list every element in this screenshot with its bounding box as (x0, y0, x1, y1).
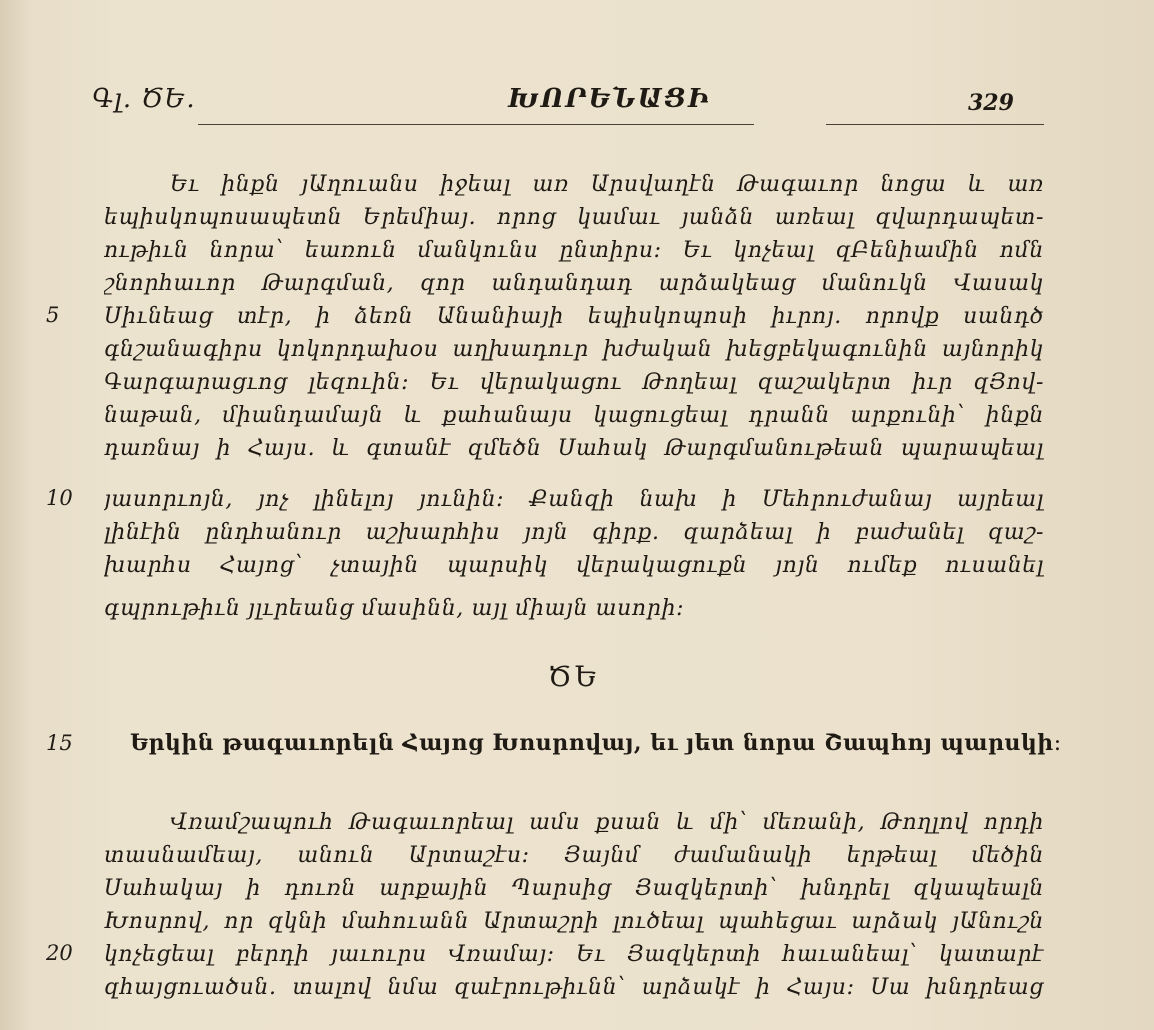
text-line: Վռամշապուհ Թագաւորեալ ամս քսան և մի՝ մեռանի, Թողլով որդի (170, 810, 1044, 835)
chapter-reference: Գլ. ԾԵ. (92, 84, 196, 114)
page-number: 329 (968, 90, 1014, 116)
section-heading: ԾԵ (548, 660, 601, 693)
text-line: Խոսրով, որ զկնի մահուանն Արտաշրի լուծեալ պահեցաւ արձակ յԱնուշն (104, 909, 1044, 934)
text-line: գնշանագիրս կոկորդախօս աղխադուր խժական խեցբեկագունին այնորիկ (104, 337, 1044, 362)
text-line: Գարգարացւոց լեզուին։ Եւ վերակացու Թողեալ զաշակերտ իւր զՅով- (104, 370, 1044, 395)
text-line: տասնամեայ, անուն Արտաշէս։ Յայնմ ժամանակի երթեալ մեծին (104, 843, 1044, 868)
text-line: շնորհաւոր Թարգման, զոր անդանդադ արձակեաց մանուկն Վասակ (104, 271, 1044, 296)
line-number: 10 (46, 486, 73, 510)
section-subtitle: Երկին թագաւորելն Հայոց Խոսրովայ, եւ յետ նորա Շապհոյ պարսկի։ (130, 730, 1062, 756)
text-line: յասորւոյն, յոչ լինելոյ յունին։ Քանզի նախ ի Մեհրուժանայ այրեալ (104, 487, 1044, 512)
text-line: դառնայ ի Հայս. և գտանէ զմեծն Սահակ Թարգմանութեան պարապեալ (104, 436, 1044, 461)
author-title: ԽՈՐԵՆԱՑԻ (508, 84, 711, 114)
text-line: կոչեցեալ բերդի յաւուրս Վռամայ։ Եւ Յազկերտի հաւանեալ՝ կատարէ (104, 942, 1044, 967)
line-number: 5 (46, 303, 60, 327)
text-line: Սահակայ ի դուռն արքային Պարսից Յազկերտի՝ խնդրել զկապեալն (104, 876, 1044, 901)
text-line: Սիւնեաց տէր, ի ձեռն Անանիայի եպիսկոպոսի իւրոյ. որովք սանդծ (104, 304, 1044, 329)
text-line: եպիսկոպոսապետն Երեմիայ. որոց կամաւ յանձն առեալ զվարդապետ- (104, 205, 1044, 230)
text-line: խարհս Հայոց՝ չտային պարսիկ վերակացուքն յոյն ումեք ուսանել (104, 553, 1044, 578)
text-line: գպրութիւն յլւրեանց մասինն, այլ միայն ասորի։ (104, 596, 685, 621)
text-line: զհայցուածսն. տալով նմա զաէրութիւնն՝ արձակէ ի Հայս։ Սա խնդրեաց (104, 975, 1044, 1000)
text-line: լինէին ընդհանուր աշխարհիս յոյն գիրք. զարձեալ ի բաժանել զաշ- (104, 520, 1044, 545)
text-line: նաթան, միանդամայն և քահանայս կացուցեալ դրանն արքունի՝ ինքն (104, 403, 1044, 428)
text-line: Եւ ինքն յԱղուանս իջեալ առ Արսվաղէն Թագաւոր նոցա և առ (170, 172, 1044, 197)
text-line: ութիւն նորա՝ եառուն մանկունս ընտիրս։ Եւ կոչեալ զԲենիամին ոմն (104, 238, 1044, 263)
line-number: 15 (46, 731, 73, 755)
line-number: 20 (46, 941, 73, 965)
